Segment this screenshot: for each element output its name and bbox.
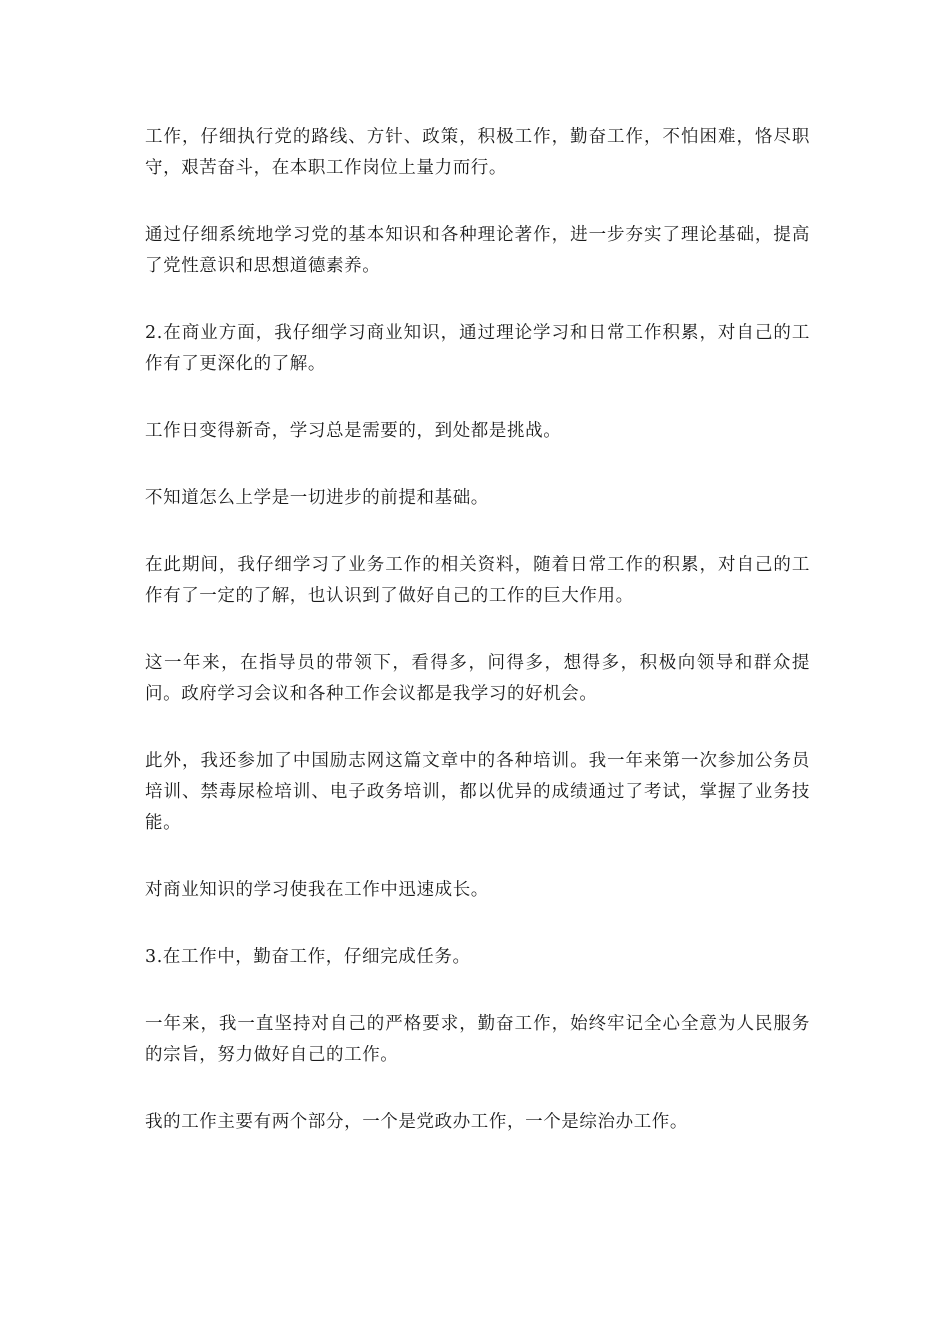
paragraph-6: 在此期间，我仔细学习了业务工作的相关资料，随着日常工作的积累，对自己的工作有了一定的了解，也认识到了做好自己的工作的巨大作用。	[145, 555, 810, 606]
paragraph-9: 对商业知识的学习使我在工作中迅速成长。	[145, 880, 489, 900]
paragraph-1: 工作，仔细执行党的路线、方针、政策，积极工作，勤奋工作，不怕困难，恪尽职守，艰苦奋斗，在本职工作岗位上量力而行。	[145, 127, 810, 178]
paragraph-12: 我的工作主要有两个部分，一个是党政办工作，一个是综治办工作。	[145, 1112, 688, 1132]
paragraph-10: 3.在工作中，勤奋工作，仔细完成任务。	[145, 947, 471, 967]
paragraph-11: 一年来，我一直坚持对自己的严格要求，勤奋工作，始终牢记全心全意为人民服务的宗旨，努力做好自己的工作。	[145, 1014, 810, 1065]
paragraph-8: 此外，我还参加了中国励志网这篇文章中的各种培训。我一年来第一次参加公务员培训、禁毒尿检培训、电子政务培训，都以优异的成绩通过了考试，掌握了业务技能。	[145, 751, 810, 833]
paragraph-5: 不知道怎么上学是一切进步的前提和基础。	[145, 488, 489, 508]
paragraph-3: 2.在商业方面，我仔细学习商业知识，通过理论学习和日常工作积累，对自己的工作有了更深化的了解。	[145, 323, 810, 374]
paragraph-2: 通过仔细系统地学习党的基本知识和各种理论著作，进一步夯实了理论基础，提高了党性意识和思想道德素养。	[145, 225, 810, 276]
paragraph-7: 这一年来，在指导员的带领下，看得多，问得多，想得多，积极向领导和群众提问。政府学习会议和各种工作会议都是我学习的好机会。	[145, 653, 810, 704]
paragraph-4: 工作日变得新奇，学习总是需要的，到处都是挑战。	[145, 421, 562, 441]
document-body	[145, 122, 810, 1174]
